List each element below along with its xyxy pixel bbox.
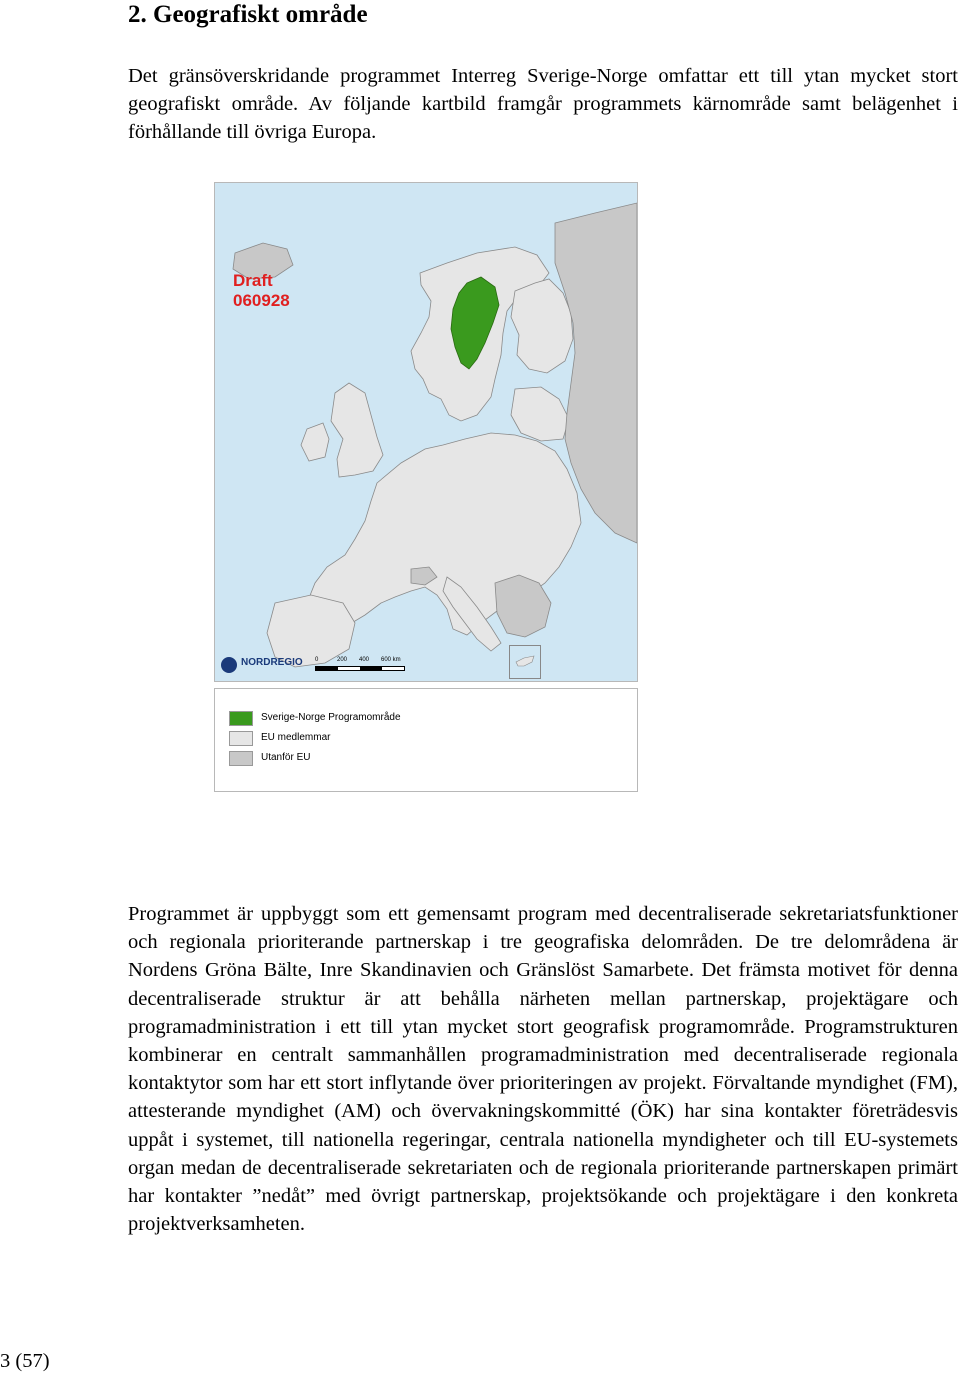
draft-stamp	[233, 271, 290, 311]
legend-swatch-programme-area	[229, 711, 253, 726]
finland-land	[511, 279, 573, 373]
page-number: 3 (57)	[0, 1350, 50, 1372]
scale-tick-label: 0	[315, 657, 319, 663]
nordregio-logo	[221, 657, 311, 675]
map-scale-bar	[315, 657, 405, 677]
cyprus-inset-graphic	[510, 646, 540, 678]
ireland-land	[301, 423, 329, 461]
section-heading: 2. Geografiskt område	[128, 1, 368, 28]
scale-tick-label: 600 km	[381, 657, 401, 663]
legend-label-outside-eu: Utanför EU	[261, 752, 311, 763]
map-graphic	[215, 183, 637, 681]
legend-label-programme-area: Sverige-Norge Programområde	[261, 712, 401, 723]
scale-tick-label: 400	[359, 657, 370, 663]
intro-paragraph: Det gränsöverskridande programmet Interreg Sverige-Norge omfattar ett till ytan mycket stort geografiskt område. Av följande kartbild framgår programmets kärnområde samt belägenhet i förhållande till övriga Europa.	[128, 65, 958, 144]
nordregio-logo-text: NORDREGIO	[241, 657, 303, 668]
nordregio-logo-icon	[221, 657, 237, 673]
legend-swatch-outside-eu	[229, 751, 253, 766]
scale-bar-graphic	[315, 666, 405, 671]
cyprus-island	[516, 656, 534, 666]
uk-land	[331, 383, 383, 477]
map-legend	[214, 688, 638, 792]
baltic-land	[511, 387, 569, 441]
draft-date: 060928	[233, 291, 290, 310]
europe-map	[214, 182, 638, 682]
cyprus-inset-map	[509, 645, 541, 679]
draft-label: Draft	[233, 271, 273, 290]
body-paragraph: Programmet är uppbyggt som ett gemensamt program med decentraliserade sekretariatsfunktioner och regionala prioriterande partnerskap i tre geografiska delområden. De tre delområdena är Nordens Gröna Bälte, Inre Skandinavien och Gränslöst Samarbete. Det främsta motivet för denna decentraliserade struktur är att behålla närheten mellan partnerskap, projektägare och programadministration i ett till ytan mycket stort geografisk programområde. Programstrukturen kombinerar en centralt sammanhållen programadministration med decentraliserade regionala kontaktytor som har ett stort inflytande över prioriteringen av projekt. Förvaltande myndighet (FM), attesterande myndighet (AM) och övervakningskommitté (ÖK) har sina kontakter företrädesvis uppåt i systemet, till nationella regeringar, centrala nationella myndigheter och till EU-systemets organ medan de decentraliserade sekretariaten och de regionala prioriterande partnerskapen primärt har kontakter ”nedåt” med övrigt partnerskap, projektsökande och projektägare i den konkreta projektverksamheten.	[128, 903, 958, 1236]
legend-swatch-eu-members	[229, 731, 253, 746]
legend-label-eu-members: EU medlemmar	[261, 732, 331, 743]
scale-tick-label: 200	[337, 657, 348, 663]
